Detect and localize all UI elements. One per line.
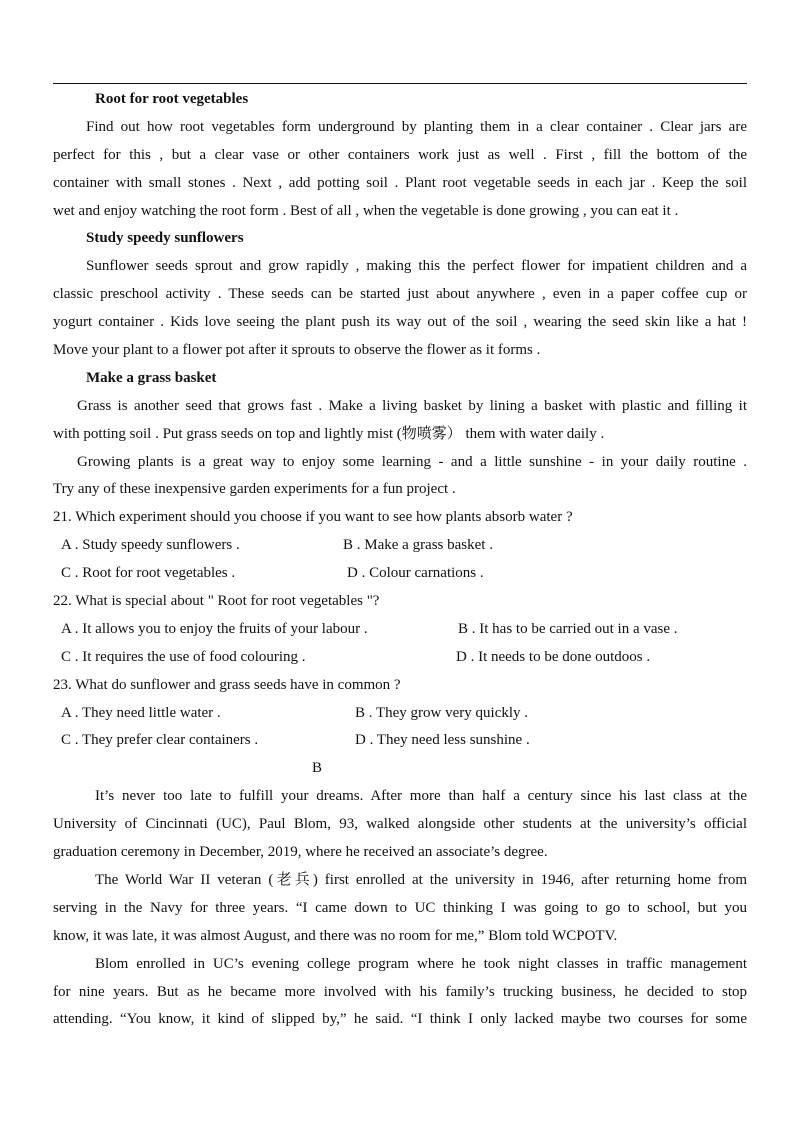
question-22-option-b: B . It has to be carried out in a vase .	[458, 620, 678, 637]
question-23-option-d: D . They need less sunshine .	[355, 732, 530, 749]
question-23-options-row-2	[53, 727, 747, 755]
root-line-1: Find out how root vegetables form underground by planting them in a clear container . Clear jars are	[86, 118, 747, 135]
passage-b-p1-line-3: graduation ceremony in December, 2019, where he received an associate’s degree.	[53, 844, 548, 861]
root-line-2: perfect for this , but a clear vase or other containers work just as well . First , fill the bottom of the	[53, 146, 747, 163]
question-21-option-a: A . Study speedy sunflowers .	[61, 537, 240, 554]
sunflower-line-4: Move your plant to a flower pot after it sprouts to observe the flower as it forms .	[53, 342, 541, 359]
page-content	[53, 86, 747, 1034]
question-23-stem: 23. What do sunflower and grass seeds have in common ?	[53, 676, 401, 693]
question-22-option-c: C . It requires the use of food colouring .	[61, 648, 306, 665]
root-line-3: container with small stones . Next , add potting soil . Plant root vegetable seeds in each jar . Keep the soil	[53, 174, 747, 191]
question-22-options-row-2	[53, 644, 747, 672]
question-22-option-a: A . It allows you to enjoy the fruits of your labour .	[61, 620, 368, 637]
passage-b-p3-line-1: Blom enrolled in UC’s evening college program where he took night classes in traffic management	[95, 955, 747, 972]
closing-line-1: Growing plants is a great way to enjoy some learning - and a little sunshine - in your daily routine .	[77, 453, 747, 470]
question-21-options-row-1	[53, 532, 747, 560]
question-21-option-d: D . Colour carnations .	[347, 565, 484, 582]
passage-b-p2-line-3: know, it was late, it was almost August, and there was no room for me,” Blom told WCPOTV.	[53, 927, 618, 944]
root-line-4: wet and enjoy watching the root form . Best of all , when the vegetable is done growing , you can eat it .	[53, 202, 679, 219]
question-22-option-d: D . It needs to be done outdoos .	[456, 648, 651, 665]
heading-grass-basket: Make a grass basket	[86, 369, 217, 386]
heading-root-vegetables: Root for root vegetables	[95, 91, 249, 107]
question-21-option-c: C . Root for root vegetables .	[61, 565, 236, 582]
closing-line-2: Try any of these inexpensive garden experiments for a fun project .	[53, 481, 456, 498]
header-rule	[53, 83, 747, 84]
question-23-options-row-1	[53, 700, 747, 728]
sunflower-line-2: classic preschool activity . These seeds can be started just about anywhere , even in a paper coffee cup or	[53, 286, 747, 303]
question-22-stem: 22. What is special about " Root for root vegetables "?	[53, 593, 380, 610]
question-23-option-c: C . They prefer clear containers .	[61, 732, 259, 749]
passage-b-p1-line-1: It’s never too late to fulfill your dreams. After more than half a century since his last class at the	[95, 788, 747, 805]
question-21-options-row-2	[53, 560, 747, 588]
passage-b-p2-line-1: The World War II veteran (老兵) first enrolled at the university in 1946, after returning home from	[95, 871, 747, 888]
question-22-options-row-1	[53, 616, 747, 644]
passage-b-p3-line-2: for nine years. But as he became more involved with his family’s trucking business, he decided to stop	[53, 983, 747, 1000]
passage-b-p1-line-2: University of Cincinnati (UC), Paul Blom, 93, walked alongside other students at the university’s official	[53, 816, 747, 833]
question-23-option-b: B . They grow very quickly .	[355, 704, 529, 721]
sunflower-line-3: yogurt container . Kids love seeing the plant push its way out of the soil , wearing the seed skin like a hat !	[53, 314, 747, 331]
passage-b-label: B	[312, 760, 323, 777]
passage-b-p2-line-2: serving in the Navy for three years. “I came down to UC thinking I was going to go to school, but you	[53, 899, 747, 916]
sunflower-line-1: Sunflower seeds sprout and grow rapidly , making this the perfect flower for impatient children and a	[86, 258, 747, 275]
question-21-option-b: B . Make a grass basket .	[343, 537, 493, 554]
grass-line-1: Grass is another seed that grows fast . Make a living basket by lining a basket with plastic and filling it	[77, 397, 747, 414]
passage-b-p3-line-3: attending. “You know, it kind of slipped by,” he said. “I think I only lacked maybe two courses for some	[53, 1011, 747, 1028]
grass-line-2: with potting soil . Put grass seeds on top and lightly mist (物喷雾） them with water daily .	[53, 425, 605, 442]
heading-sunflowers: Study speedy sunflowers	[86, 230, 244, 247]
question-23-option-a: A . They need little water .	[61, 704, 221, 721]
question-21-stem: 21. Which experiment should you choose if you want to see how plants absorb water ?	[53, 509, 573, 526]
